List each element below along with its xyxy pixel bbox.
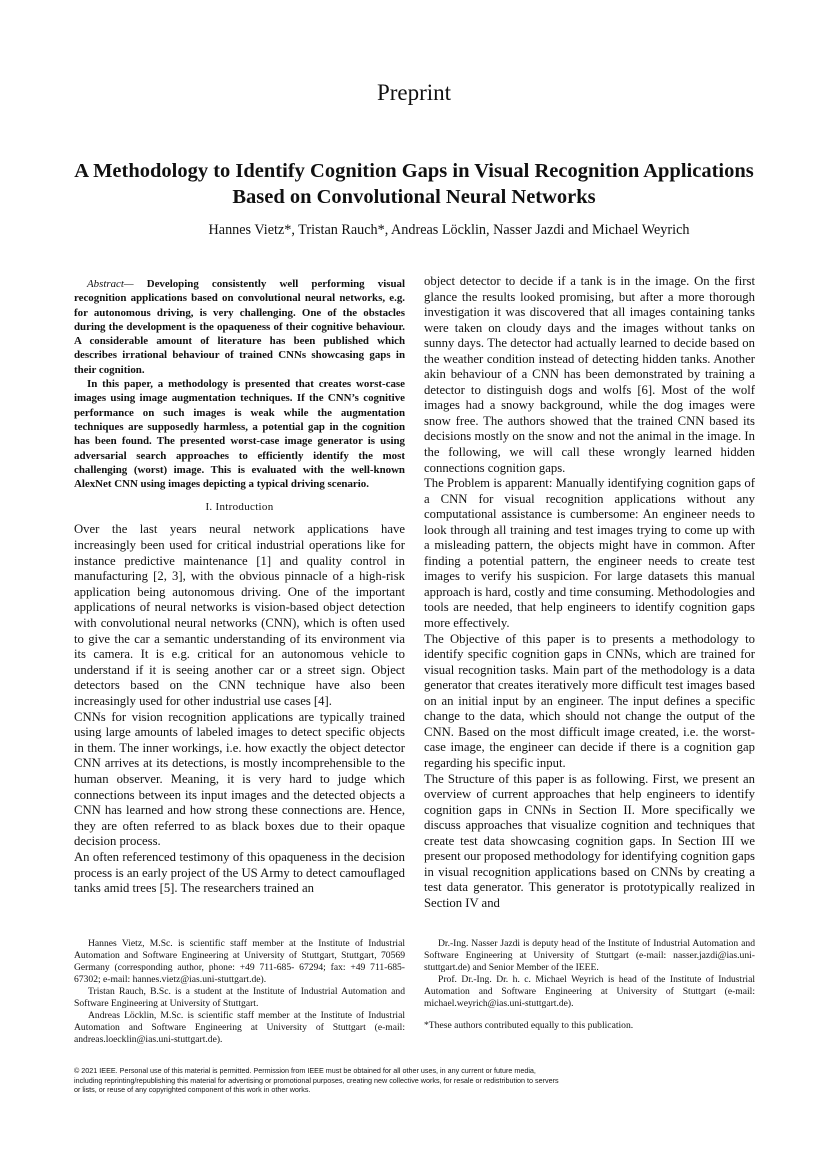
copyright-notice (74, 1066, 764, 1095)
footnote-weyrich: Prof. Dr.-Ing. Dr. h. c. Michael Weyrich is head of the Institute of Industrial Automation and Software Engineering at University of Stuttgart (e-mail: michael.weyrich@ias.uni-stuttgart.de). (424, 974, 755, 1009)
intro-paragraph-5: The Problem is apparent: Manually identifying cognition gaps of a CNN for visual recognition applications without any computational assistance is cumbersome: An engineer needs to look through all training and test images trying to come up with a misleading pattern, the objects might have in common. After finding a potential pattern, the engineer needs to create test images to verify his suspicion. For large datasets this manual approach is hard, costly and time consuming. Methodologies and tools are needed, that help engineers to identify cognition gaps more effectively. (424, 476, 755, 631)
abstract-text-1: Developing consistently well performing visual recognition applications based on convolutional neural networks, e.g. for autonomous driving, is very challenging. One of the obstacles during the development is the opaqueness of their cognitive behaviour. A considerable amount of literature has been published which describes irrational behaviour of trained CNNs showcasing gaps in their cognition. (74, 278, 405, 376)
author-list: Hannes Vietz*, Tristan Rauch*, Andreas Löcklin, Nasser Jazdi and Michael Weyrich (208, 222, 690, 238)
intro-paragraph-4: object detector to decide if a tank is in the image. On the first glance the results looked promising, but after a more thorough investigation it was discovered that all images containing tanks were taken on cloudy days and the images without tanks on sunny days. The detector had actually learned to decide based on the weather condition instead of detecting hidden tanks. Another akin behaviour of a CNN has been demonstrated by training a detector to distinguish dogs and wolfs [6]. Most of the wolf images had a snowy background, while the dog images were snow free. The authors showed that the trained CNN based its decisions mostly on the snow and not the animal in the image. In the following, we will call these wrongly learned hidden connections cognition gaps. (424, 274, 755, 475)
intro-paragraph-1: Over the last years neural network applications have increasingly been used for critical industrial operations like for instance predictive maintenance [1] and quality control in manufacturing [2, 3], with the obvious pinnacle of a high-risk application being autonomous driving. One of the important applications of neural networks is vision-based object detection with convolutional neural networks (CNN), which is often used to give the car a semantic understanding of its environment via its camera. It is e.g. critical for an autonomous vehicle to understand if it is seeing another car or a street sign. Object detectors based on the CNN technique have also been increasingly used for other industrial use cases [4]. (74, 522, 405, 708)
abstract-paragraph-2: In this paper, a methodology is presented that creates worst-case images using image augmentation techniques. If the CNN’s cognitive performance on such images is weak while the augmentation techniques are supposedly harmless, a potential gap in the cognition has been found. The presented worst-case image generator is using adversarial search approaches to efficiently identify the most challenging (worst) image. This is evaluated with the well-known AlexNet CNN using images depicting a typical driving scenario. (74, 378, 405, 491)
footnote-rauch: Tristan Rauch, B.Sc. is a student at the Institute of Industrial Automation and Software Engineering at University of Stuttgart. (74, 986, 405, 1009)
paper-title: A Methodology to Identify Cognition Gaps in Visual Recognition Applications Based on Convolutional Neural Networks (74, 160, 754, 208)
intro-paragraph-3: An often referenced testimony of this opaqueness in the decision process is an early project of the US Army to detect camouflaged tanks amid trees [5]. The researchers trained an (74, 849, 405, 896)
intro-paragraph-6: The Objective of this paper is to presents a methodology to identify specific cognition gaps in CNNs, which are trained for visual recognition tasks. Main part of the methodology is a data generator that creates iteratively more difficult test images based on an initial input by an engineer. The input defines a specific change to the data, which should not change the output of the CNN. Based on the most difficult image created, i.e. the worst-case image, the engineer can decide if there is a cognition gap regarding his specific input. (424, 631, 755, 770)
copyright-line-1: © 2021 IEEE. Personal use of this material is permitted. Permission from IEEE must be obtained for all other uses, in any current or future media, (74, 1066, 536, 1075)
preprint-label: Preprint (376, 80, 452, 105)
footnotes-left (74, 938, 405, 1046)
abstract-paragraph-1 (74, 277, 405, 377)
footnote-equal-contribution: *These authors contributed equally to this publication. (424, 1020, 634, 1031)
abstract-label: Abstract— (87, 278, 134, 290)
footnotes-right (424, 938, 755, 1032)
section-heading-introduction: I. Introduction (205, 501, 274, 514)
copyright-line-3: or lists, or reuse of any copyrighted component of this work in other works. (74, 1085, 311, 1095)
left-column (74, 277, 405, 897)
intro-paragraph-7: The Structure of this paper is as following. First, we present an overview of current approaches that help engineers to identify cognition gaps in CNNs in Section II. More specifically we discuss approaches that visualize cognition and techniques that create test data showcasing cognition gaps. In Section III we present our proposed methodology for identifying cognition gaps in visual recognition applications based on CNNs by creating a test data generator. This generator is prototypically realized in Section IV and (424, 771, 755, 910)
footnote-jazdi: Dr.-Ing. Nasser Jazdi is deputy head of the Institute of Industrial Automation and Software Engineering at University of Stuttgart (e-mail: nasser.jazdi@ias.uni-stuttgart.de) and Senior Member of the IEEE. (424, 938, 755, 973)
intro-paragraph-2: CNNs for vision recognition applications are typically trained using large amounts of labeled images to detect specific objects in them. The inner workings, i.e. how exactly the object detector CNN arrives at its detections, is mostly incomprehensible to the human observer. Meaning, it is very hard to judge which connections between its input images and the detected objects a CNN has learned and how strong these connections are. Hence, they are often referred to as black boxes due to their opaque decision process. (74, 709, 405, 849)
copyright-line-2: including reprinting/republishing this material for advertising or promotional purposes, creating new collective works, for resale or redistribution to servers (74, 1075, 559, 1085)
footnote-vietz: Hannes Vietz, M.Sc. is scientific staff member at the Institute of Industrial Automation and Software Engineering at University of Stuttgart, Stuttgart, 70569 Germany (corresponding author, phone: +49 711-685- 67294; fax: +49 711-685-67302; e-mail: hannes.vietz@ias.uni-stuttgart.de). (74, 938, 405, 985)
footnote-loecklin: Andreas Löcklin, M.Sc. is scientific staff member at the Institute of Industrial Automation and Software Engineering at University of Stuttgart (e-mail: andreas.loecklin@ias.uni-stuttgart.de). (74, 1010, 405, 1045)
right-column (424, 274, 755, 911)
